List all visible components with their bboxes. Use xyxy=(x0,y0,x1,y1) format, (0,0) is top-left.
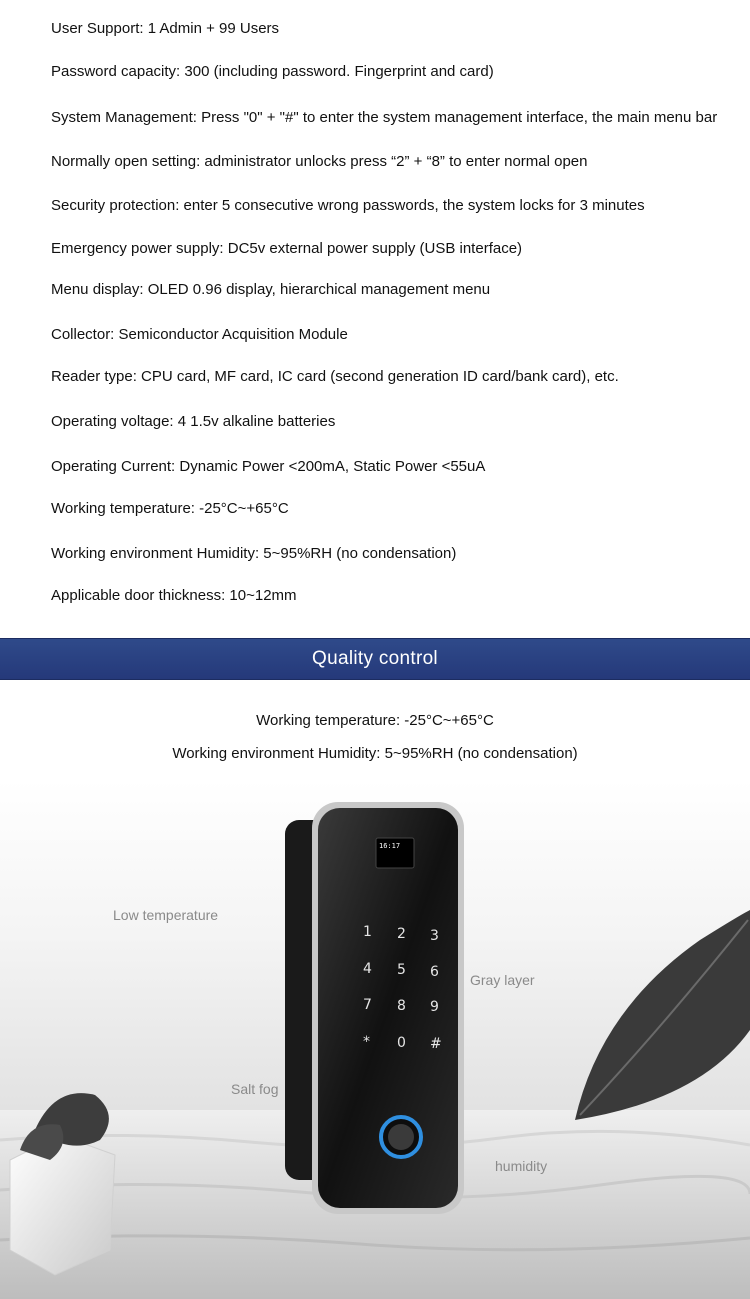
scene-illustration xyxy=(0,780,750,1299)
fingerprint-pad xyxy=(388,1124,414,1150)
label-humidity: humidity xyxy=(495,1158,548,1174)
label-gray-layer: Gray layer xyxy=(470,972,535,988)
spec-reader-type: Reader type: CPU card, MF card, IC card (second generation ID card/bank card), etc. xyxy=(51,368,619,385)
keypad-key-star: * xyxy=(363,1034,370,1050)
spec-list xyxy=(0,0,750,640)
keypad-key-5: 5 xyxy=(397,962,406,978)
banner-title: Quality control xyxy=(312,648,438,669)
spec-working-humidity: Working environment Humidity: 5~95%RH (no condensation) xyxy=(51,545,457,562)
keypad-key-4: 4 xyxy=(363,961,372,977)
keypad-key-3: 3 xyxy=(430,928,439,944)
keypad-key-6: 6 xyxy=(430,964,439,980)
qc-humidity: Working environment Humidity: 5~95%RH (no condensation) xyxy=(172,745,578,762)
quality-control-banner xyxy=(0,638,750,680)
keypad-key-8: 8 xyxy=(397,998,406,1014)
leaf-illustration xyxy=(575,910,750,1120)
spec-operating-current: Operating Current: Dynamic Power <200mA, Static Power <55uA xyxy=(51,458,486,475)
spec-password-capacity: Password capacity: 300 (including password. Fingerprint and card) xyxy=(51,63,494,80)
keypad-key-1: 1 xyxy=(363,924,372,940)
spec-user-support: User Support: 1 Admin + 99 Users xyxy=(51,20,280,37)
spec-working-temperature: Working temperature: -25°C~+65°C xyxy=(51,500,289,517)
keypad-key-7: 7 xyxy=(363,997,372,1013)
ice-cube-illustration xyxy=(10,1135,115,1275)
spec-collector: Collector: Semiconductor Acquisition Module xyxy=(51,326,348,343)
keypad-key-2: 2 xyxy=(397,926,406,942)
spec-system-management: System Management: Press "0" + "#" to enter the system management interface, the main menu bar xyxy=(51,109,718,126)
product-scene xyxy=(0,780,750,1299)
spec-normally-open: Normally open setting: administrator unlocks press “2” + “8” to enter normal open xyxy=(51,153,588,170)
spec-menu-display: Menu display: OLED 0.96 display, hierarchical management menu xyxy=(51,281,491,298)
spec-door-thickness: Applicable door thickness: 10~12mm xyxy=(51,587,297,604)
oled-time: 16:17 xyxy=(379,842,401,850)
spec-emergency-power: Emergency power supply: DC5v external power supply (USB interface) xyxy=(51,240,523,257)
spec-operating-voltage: Operating voltage: 4 1.5v alkaline batteries xyxy=(51,413,336,430)
spec-security-protection: Security protection: enter 5 consecutive wrong passwords, the system locks for 3 minutes xyxy=(51,197,645,214)
label-salt-fog: Salt fog xyxy=(231,1081,279,1097)
label-low-temperature: Low temperature xyxy=(113,907,219,923)
qc-temperature: Working temperature: -25°C~+65°C xyxy=(256,712,494,729)
keypad-key-hash: # xyxy=(430,1036,442,1052)
keypad-key-9: 9 xyxy=(430,999,439,1015)
keypad-key-0: 0 xyxy=(397,1035,406,1051)
